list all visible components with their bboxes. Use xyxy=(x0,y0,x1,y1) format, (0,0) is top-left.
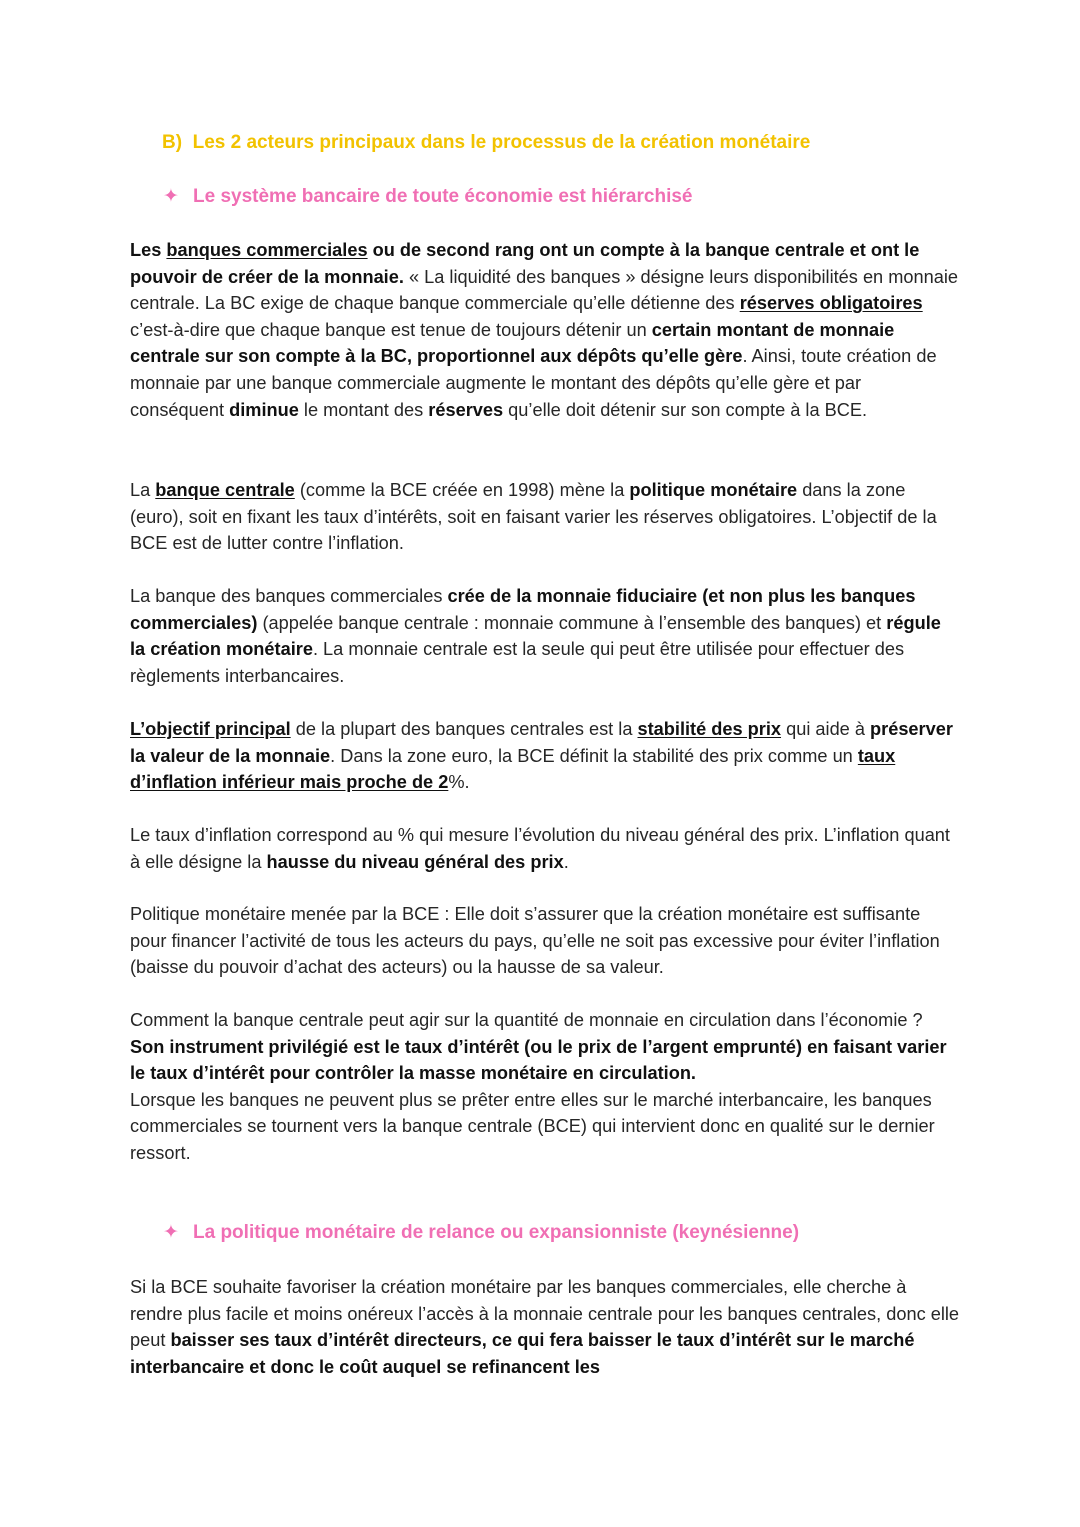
text: de la plupart des banques centrales est la xyxy=(290,719,638,739)
text: Lorsque les banques ne peuvent plus se prêter entre elles sur le marché interbancaire, les banques commerciales se tournent vers la banque centrale (BCE) qui intervient donc en qualité sur le dernier ressort. xyxy=(130,1089,935,1163)
section-title: Les 2 acteurs principaux dans le processus de la création monétaire xyxy=(192,132,811,153)
text: qu’elle doit détenir sur son compte à la BCE. xyxy=(503,399,868,420)
paragraph-instrument xyxy=(130,1007,960,1167)
text: . Ainsi, toute création de monnaie par une banque commerciale augmente le montant des dépôts qu’elle gère et par conséquent xyxy=(130,346,937,420)
text: (appelée banque centrale : monnaie commune à l’ensemble des banques) et xyxy=(257,612,887,633)
paragraph-banque-des-banques xyxy=(130,583,960,689)
text-bold: diminue xyxy=(229,399,299,420)
text: La xyxy=(130,480,156,500)
term-reserves-obligatoires: réserves obligatoires xyxy=(739,293,923,314)
text: . xyxy=(563,851,569,872)
text-bold: régule la création monétaire xyxy=(130,612,941,660)
text: La banque des banques commerciales xyxy=(130,586,448,606)
term-banque-centrale: banque centrale xyxy=(155,480,295,500)
text: . La monnaie centrale est la seule qui peut être utilisée pour effectuer des règlements interbancaires. xyxy=(130,639,905,686)
text: %. xyxy=(448,772,470,793)
text-bold: crée de la monnaie fiduciaire (et non plus les banques commerciales) xyxy=(130,586,916,633)
bullet-heading-hierarchy xyxy=(163,184,692,210)
term-taux-inflation: taux d’inflation inférieur mais proche de 2 xyxy=(130,745,896,793)
text: « La liquidité des banques » désigne leurs disponibilités en monnaie centrale. La BC exige de chaque banque commerciale qu’elle détienne des xyxy=(130,266,958,314)
bullet-title: Le système bancaire de toute économie est hiérarchisé xyxy=(193,186,693,207)
text-bold: préserver la valeur de la monnaie xyxy=(130,719,953,766)
paragraph-relance xyxy=(130,1274,960,1380)
text-bold: hausse du niveau général des prix xyxy=(266,851,564,872)
text-bold: Les xyxy=(130,240,167,260)
text: qui aide à xyxy=(781,719,871,739)
term-banques-commerciales: banques commerciales xyxy=(166,240,368,260)
paragraph-taux-inflation xyxy=(130,822,960,875)
text: Politique monétaire menée par la BCE : Elle doit s’assurer que la création monétaire est suffisante pour financer l’activité de tous les acteurs du pays, qu’elle ne soit pas excessive pour éviter l’inflation (baisse du pouvoir d’achat des acteurs) ou la hausse de sa valeur. xyxy=(130,904,940,978)
paragraph-banques-commerciales xyxy=(130,237,960,423)
text: Le taux d’inflation correspond au % qui mesure l’évolution du niveau général des prix. L’inflation quant à elle désigne la xyxy=(130,825,950,872)
text: dans la zone (euro), soit en fixant les taux d’intérêts, soit en faisant varier les réserves obligatoires. L’objectif de la BCE est de lutter contre l’inflation. xyxy=(130,480,937,554)
text-bold: réserves xyxy=(428,399,504,420)
bullet-heading-relance xyxy=(163,1220,799,1246)
paragraph-objectif-principal xyxy=(130,716,960,796)
text: Si la BCE souhaite favoriser la création monétaire par les banques commerciales, elle cherche à rendre plus facile et moins onéreux l’accès à la monnaie centrale pour les banques centrales, donc elle peut xyxy=(130,1277,960,1351)
text-bold: Son instrument privilégié est le taux d’intérêt (ou le prix de l’argent emprunté) en faisant varier le taux d’intérêt pour contrôler la masse monétaire en circulation. xyxy=(130,1036,947,1084)
bullet-title: La politique monétaire de relance ou expansionniste (keynésienne) xyxy=(193,1222,800,1243)
term-stabilite-des-prix: stabilité des prix xyxy=(637,719,782,739)
paragraph-banque-centrale xyxy=(130,477,960,557)
term-objectif-principal: L’objectif principal xyxy=(130,719,291,739)
text-bold: ou de second rang ont un compte à la banque centrale et ont le pouvoir de créer de la monnaie. xyxy=(130,240,920,287)
text: c’est-à-dire que chaque banque est tenue de toujours détenir un xyxy=(130,319,652,340)
section-label: B) xyxy=(162,132,183,153)
text-bold: politique monétaire xyxy=(629,480,798,500)
star-four-point-icon: ✦ xyxy=(163,186,179,207)
text: (comme la BCE créée en 1998) mène la xyxy=(294,480,630,500)
section-heading-b xyxy=(162,130,810,156)
paragraph-politique-bce xyxy=(130,901,960,981)
text: Comment la banque centrale peut agir sur la quantité de monnaie en circulation dans l’économie ? xyxy=(130,1010,923,1030)
star-four-point-icon: ✦ xyxy=(163,1222,179,1243)
text: . Dans la zone euro, la BCE définit la stabilité des prix comme un xyxy=(330,745,858,766)
text-bold: certain montant de monnaie centrale sur son compte à la BC, proportionnel aux dépôts qu’elle gère xyxy=(130,319,895,367)
text-bold: baisser ses taux d’intérêt directeurs, ce qui fera baisser le taux d’intérêt sur le marché interbancaire et donc le coût auquel se refinancent les xyxy=(130,1330,915,1377)
text: le montant des xyxy=(298,399,429,420)
